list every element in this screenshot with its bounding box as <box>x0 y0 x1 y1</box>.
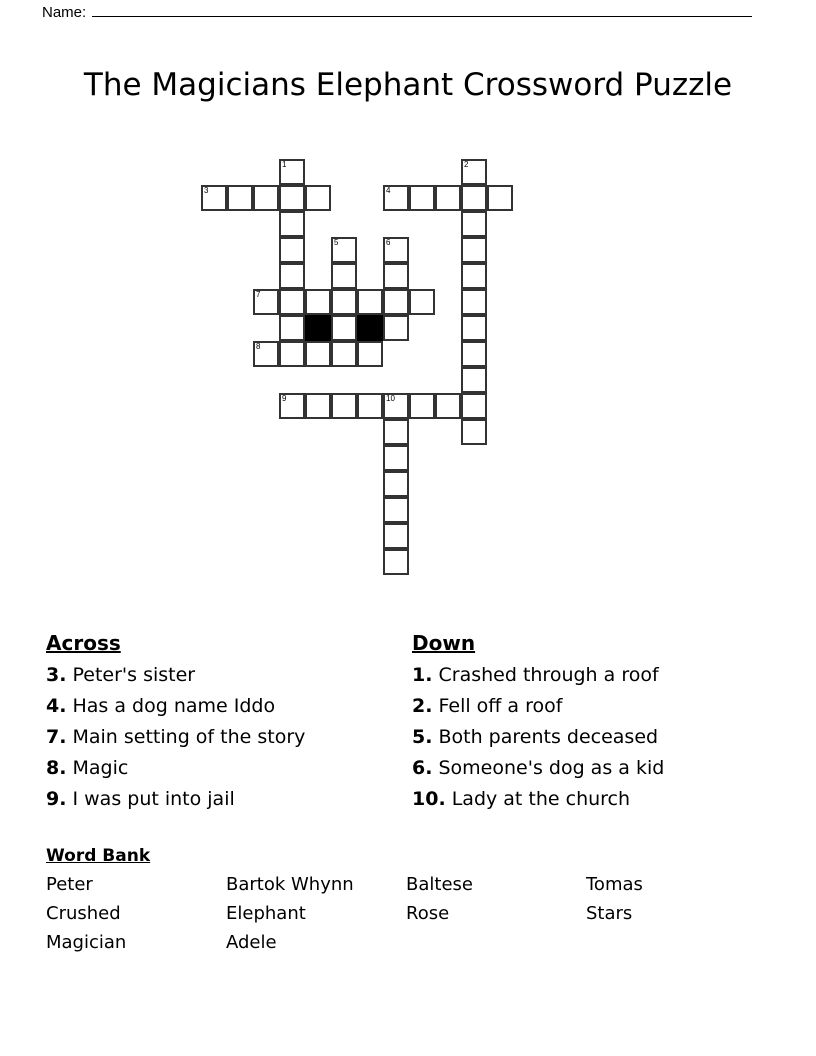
grid-cell[interactable] <box>383 445 409 471</box>
grid-cell[interactable] <box>279 185 305 211</box>
word-bank-word: Bartok Whynn <box>226 874 354 895</box>
grid-cell[interactable] <box>383 523 409 549</box>
grid-cell-number: 3 <box>204 186 209 195</box>
grid-cell[interactable] <box>409 393 435 419</box>
grid-cell[interactable] <box>357 341 383 367</box>
clues-section <box>46 628 770 815</box>
clue-item-across <box>46 660 412 691</box>
grid-cell[interactable] <box>435 393 461 419</box>
grid-cell-number: 9 <box>282 394 287 403</box>
grid-cell-number: 8 <box>256 342 261 351</box>
grid-cell[interactable] <box>357 393 383 419</box>
across-clue-list <box>46 660 412 815</box>
grid-cell-blocked <box>305 315 331 341</box>
grid-cell[interactable] <box>357 289 383 315</box>
clue-number: 6. <box>412 757 433 779</box>
grid-cell[interactable] <box>331 315 357 341</box>
grid-cell[interactable] <box>487 185 513 211</box>
word-bank-word: Tomas <box>586 874 643 895</box>
grid-cell[interactable] <box>383 549 409 575</box>
grid-cell[interactable] <box>461 159 487 185</box>
grid-cell[interactable] <box>279 159 305 185</box>
grid-cell-number: 5 <box>334 238 339 247</box>
grid-cell-number: 10 <box>386 394 395 403</box>
grid-cell[interactable] <box>461 289 487 315</box>
grid-cell[interactable] <box>201 185 227 211</box>
grid-cell-number: 6 <box>386 238 391 247</box>
clue-number: 5. <box>412 726 433 748</box>
clue-item-down <box>412 784 762 815</box>
clue-text: Fell off a roof <box>432 695 563 717</box>
word-bank-word: Rose <box>406 903 450 924</box>
grid-cell[interactable] <box>305 341 331 367</box>
word-bank-word: Crushed <box>46 903 121 924</box>
clue-text: Magic <box>66 757 129 779</box>
word-bank-spacer <box>406 928 586 957</box>
word-bank-spacer <box>586 928 766 957</box>
clues-down-column <box>412 628 762 815</box>
grid-cell[interactable] <box>305 185 331 211</box>
clue-number: 7. <box>46 726 67 748</box>
grid-cell-number: 7 <box>256 290 261 299</box>
clue-text: Peter's sister <box>66 664 196 686</box>
grid-cell[interactable] <box>383 289 409 315</box>
grid-cell[interactable] <box>331 393 357 419</box>
grid-cell[interactable] <box>435 185 461 211</box>
grid-cell[interactable] <box>253 341 279 367</box>
clue-item-across <box>46 753 412 784</box>
clue-number: 1. <box>412 664 433 686</box>
grid-cell[interactable] <box>461 185 487 211</box>
grid-cell[interactable] <box>461 211 487 237</box>
word-bank-grid <box>46 870 770 957</box>
grid-cell[interactable] <box>279 237 305 263</box>
grid-cell[interactable] <box>331 341 357 367</box>
grid-cell[interactable] <box>383 419 409 445</box>
down-heading: Down <box>412 631 476 655</box>
grid-cell[interactable] <box>383 471 409 497</box>
clue-text: I was put into jail <box>66 788 235 810</box>
clue-text: Someone's dog as a kid <box>432 757 665 779</box>
grid-cell[interactable] <box>383 263 409 289</box>
name-label: Name: <box>42 4 87 21</box>
grid-cell[interactable] <box>305 393 331 419</box>
grid-cell[interactable] <box>279 341 305 367</box>
grid-cell[interactable] <box>279 211 305 237</box>
clue-item-down <box>412 691 762 722</box>
grid-cell[interactable] <box>383 185 409 211</box>
grid-cell[interactable] <box>279 393 305 419</box>
word-bank-column <box>406 870 586 957</box>
grid-cell[interactable] <box>461 263 487 289</box>
grid-cell-number: 1 <box>282 160 287 169</box>
grid-cell[interactable] <box>383 393 409 419</box>
grid-cell[interactable] <box>279 315 305 341</box>
grid-cell[interactable] <box>461 237 487 263</box>
grid-cell[interactable] <box>461 341 487 367</box>
word-bank-word: Peter <box>46 874 93 895</box>
word-bank-column <box>586 870 766 957</box>
grid-cell[interactable] <box>461 367 487 393</box>
clue-item-across <box>46 784 412 815</box>
word-bank-word: Baltese <box>406 874 473 895</box>
grid-cell[interactable] <box>279 263 305 289</box>
grid-cell-number: 2 <box>464 160 469 169</box>
grid-cell[interactable] <box>305 289 331 315</box>
clue-item-across <box>46 722 412 753</box>
word-bank-heading: Word Bank <box>46 846 151 866</box>
clue-text: Both parents deceased <box>432 726 659 748</box>
grid-cell[interactable] <box>331 263 357 289</box>
clues-across-column <box>46 628 412 815</box>
word-bank-column <box>46 870 226 957</box>
grid-cell[interactable] <box>383 497 409 523</box>
clue-text: Main setting of the story <box>66 726 306 748</box>
clue-text: Lady at the church <box>445 788 631 810</box>
clue-number: 4. <box>46 695 67 717</box>
grid-cell[interactable] <box>253 185 279 211</box>
grid-cell[interactable] <box>461 419 487 445</box>
grid-cell-blocked <box>357 315 383 341</box>
clue-number: 2. <box>412 695 433 717</box>
across-heading: Across <box>46 631 121 655</box>
clue-number: 9. <box>46 788 67 810</box>
word-bank-word: Elephant <box>226 903 306 924</box>
grid-cell[interactable] <box>331 289 357 315</box>
word-bank-column <box>226 870 406 957</box>
grid-cell[interactable] <box>409 289 435 315</box>
grid-cell[interactable] <box>461 315 487 341</box>
word-bank-section <box>46 843 770 957</box>
grid-cell[interactable] <box>227 185 253 211</box>
clue-number: 3. <box>46 664 67 686</box>
word-bank-word: Stars <box>586 903 633 924</box>
clue-item-down <box>412 660 762 691</box>
clue-item-across <box>46 691 412 722</box>
clue-text: Crashed through a roof <box>432 664 659 686</box>
clue-text: Has a dog name Iddo <box>66 695 276 717</box>
grid-cell-number: 4 <box>386 186 391 195</box>
grid-cell[interactable] <box>253 289 279 315</box>
grid-cell[interactable] <box>279 289 305 315</box>
word-bank-word: Adele <box>226 932 277 953</box>
grid-cell[interactable] <box>461 393 487 419</box>
grid-cell[interactable] <box>331 237 357 263</box>
down-clue-list <box>412 660 762 815</box>
clue-number: 10. <box>412 788 446 810</box>
page-title: The Magicians Elephant Crossword Puzzle <box>83 66 733 103</box>
grid-cell[interactable] <box>383 315 409 341</box>
grid-cell[interactable] <box>383 237 409 263</box>
clue-item-down <box>412 722 762 753</box>
word-bank-word: Magician <box>46 932 127 953</box>
grid-cell[interactable] <box>409 185 435 211</box>
clue-item-down <box>412 753 762 784</box>
clue-number: 8. <box>46 757 67 779</box>
